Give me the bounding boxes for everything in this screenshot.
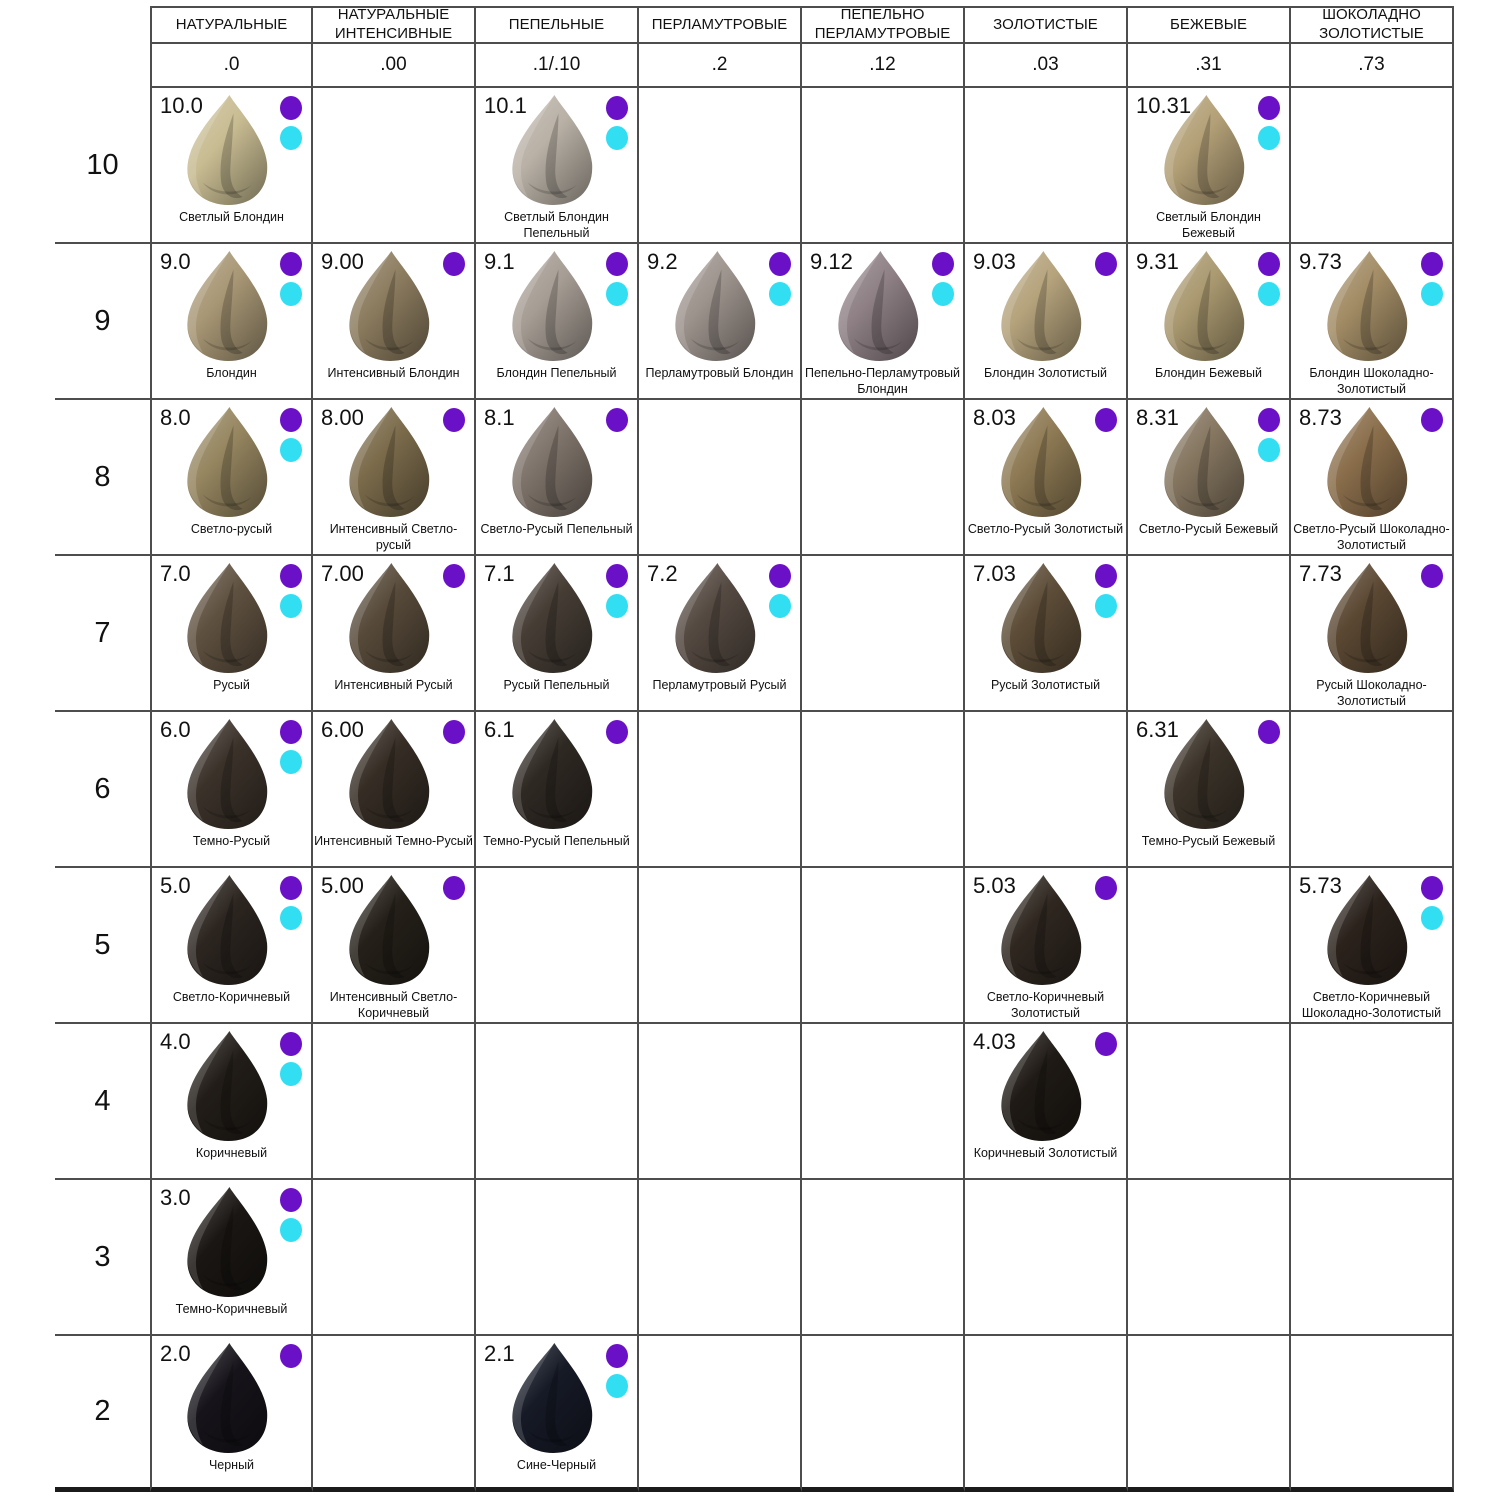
shade-cell — [313, 556, 476, 712]
purple-dot-icon — [606, 1344, 628, 1368]
shade-name: Светлый Блондин Пепельный — [504, 210, 609, 241]
column-code: .1/.10 — [476, 44, 639, 88]
purple-dot-icon — [443, 720, 465, 744]
dye-type-dots — [280, 1344, 302, 1368]
shade-name: Русый Золотистый — [990, 678, 1101, 692]
dye-type-dots — [1095, 252, 1117, 276]
shade-code: 9.12 — [810, 249, 853, 274]
shade-cell — [639, 400, 802, 556]
cyan-dot-icon — [280, 906, 302, 930]
shade-cell — [802, 88, 965, 244]
cyan-dot-icon — [932, 282, 954, 306]
purple-dot-icon — [606, 408, 628, 432]
dye-type-dots — [280, 1188, 302, 1242]
shade-cell — [1291, 556, 1454, 712]
hair-shade-chart — [55, 6, 1500, 1492]
shade-cell — [476, 868, 639, 1024]
dye-type-dots — [280, 720, 302, 774]
shade-name: Русый Пепельный — [503, 678, 610, 692]
shade-code: 10.0 — [160, 93, 203, 118]
purple-dot-icon — [443, 564, 465, 588]
shade-cell — [1291, 712, 1454, 868]
shade-code: 3.0 — [160, 1185, 191, 1210]
shade-code: 4.0 — [160, 1029, 191, 1054]
purple-dot-icon — [769, 252, 791, 276]
row-level-label: 2 — [55, 1336, 150, 1492]
shade-cell — [476, 1336, 639, 1492]
shade-cell — [1291, 88, 1454, 244]
shade-code: 2.1 — [484, 1341, 515, 1366]
shade-name: Сине-Черный — [516, 1458, 597, 1472]
shade-cell — [639, 712, 802, 868]
shade-cell — [965, 1180, 1128, 1336]
cyan-dot-icon — [769, 282, 791, 306]
purple-dot-icon — [443, 408, 465, 432]
shade-code: 4.03 — [973, 1029, 1016, 1054]
shade-cell — [802, 1180, 965, 1336]
dye-type-dots — [1421, 408, 1443, 432]
dye-type-dots — [606, 252, 628, 306]
shade-code: 6.31 — [1136, 717, 1179, 742]
shade-code: 9.1 — [484, 249, 515, 274]
shade-name: Светло-Русый Бежевый — [1138, 522, 1279, 536]
dye-type-dots — [1258, 96, 1280, 150]
shade-cell — [150, 1180, 313, 1336]
shade-cell — [150, 556, 313, 712]
shade-cell — [150, 88, 313, 244]
column-code: .31 — [1128, 44, 1291, 88]
dye-type-dots — [443, 564, 465, 588]
purple-dot-icon — [1421, 408, 1443, 432]
shade-cell — [639, 868, 802, 1024]
shade-name: Светло-Коричневый Шоколадно-Золотистый — [1301, 990, 1442, 1021]
purple-dot-icon — [1095, 1032, 1117, 1056]
shade-cell — [476, 556, 639, 712]
cyan-dot-icon — [280, 282, 302, 306]
column-header: ЗОЛОТИСТЫЕ — [965, 6, 1128, 44]
shade-cell — [802, 868, 965, 1024]
shade-code: 5.00 — [321, 873, 364, 898]
shade-cell — [965, 1024, 1128, 1180]
shade-cell — [150, 1024, 313, 1180]
cyan-dot-icon — [1421, 906, 1443, 930]
shade-cell — [965, 868, 1128, 1024]
shade-name: Коричневый — [195, 1146, 268, 1160]
purple-dot-icon — [769, 564, 791, 588]
shade-name: Темно-Коричневый — [175, 1302, 288, 1316]
column-header: ПЕПЕЛЬНО ПЕРЛАМУТРОВЫЕ — [802, 6, 965, 44]
shade-name: Темно-Русый Пепельный — [483, 834, 630, 848]
shade-name: Интенсивный Светло-Коричневый — [329, 990, 458, 1021]
purple-dot-icon — [280, 1188, 302, 1212]
shade-cell — [313, 1336, 476, 1492]
row-level-label: 5 — [55, 868, 150, 1024]
shade-name: Светло-Коричневый — [172, 990, 291, 1004]
shade-cell — [1291, 1336, 1454, 1492]
shade-cell — [1128, 1180, 1291, 1336]
column-header: ШОКОЛАДНО ЗОЛОТИСТЫЕ — [1291, 6, 1454, 44]
row-level-label: 10 — [55, 88, 150, 244]
purple-dot-icon — [1421, 876, 1443, 900]
row-level-label: 3 — [55, 1180, 150, 1336]
shade-code: 7.73 — [1299, 561, 1342, 586]
shade-name: Интенсивный Светло-русый — [329, 522, 458, 553]
dye-type-dots — [443, 252, 465, 276]
purple-dot-icon — [280, 408, 302, 432]
shade-cell — [313, 868, 476, 1024]
shade-cell — [965, 400, 1128, 556]
dye-type-dots — [606, 408, 628, 432]
shade-cell — [1128, 1336, 1291, 1492]
shade-cell — [965, 88, 1128, 244]
purple-dot-icon — [443, 876, 465, 900]
shade-cell — [150, 868, 313, 1024]
dye-type-dots — [443, 720, 465, 744]
cyan-dot-icon — [606, 282, 628, 306]
dye-type-dots — [769, 252, 791, 306]
cyan-dot-icon — [280, 1062, 302, 1086]
shade-cell — [313, 712, 476, 868]
purple-dot-icon — [932, 252, 954, 276]
cyan-dot-icon — [606, 126, 628, 150]
dye-type-dots — [932, 252, 954, 306]
cyan-dot-icon — [280, 750, 302, 774]
shade-code: 10.31 — [1136, 93, 1192, 118]
shade-cell — [476, 400, 639, 556]
shade-cell — [802, 556, 965, 712]
shade-name: Интенсивный Темно-Русый — [314, 834, 473, 848]
shade-code: 7.0 — [160, 561, 191, 586]
shade-cell — [476, 1180, 639, 1336]
column-header: НАТУРАЛЬНЫЕ — [150, 6, 313, 44]
cyan-dot-icon — [280, 438, 302, 462]
purple-dot-icon — [443, 252, 465, 276]
column-code: .73 — [1291, 44, 1454, 88]
cyan-dot-icon — [1258, 438, 1280, 462]
column-code: .0 — [150, 44, 313, 88]
shade-name: Коричневый Золотистый — [973, 1146, 1118, 1160]
purple-dot-icon — [280, 252, 302, 276]
shade-cell — [1291, 1180, 1454, 1336]
purple-dot-icon — [1095, 252, 1117, 276]
purple-dot-icon — [606, 96, 628, 120]
cyan-dot-icon — [606, 594, 628, 618]
shade-name: Интенсивный Русый — [334, 678, 453, 692]
shade-code: 9.03 — [973, 249, 1016, 274]
shade-cell — [802, 1024, 965, 1180]
cyan-dot-icon — [280, 594, 302, 618]
cyan-dot-icon — [769, 594, 791, 618]
shade-cell — [1291, 244, 1454, 400]
purple-dot-icon — [1258, 96, 1280, 120]
shade-cell — [313, 1180, 476, 1336]
purple-dot-icon — [1095, 408, 1117, 432]
dye-type-dots — [443, 876, 465, 900]
column-code: .00 — [313, 44, 476, 88]
shade-cell — [313, 400, 476, 556]
shade-cell — [1128, 88, 1291, 244]
shade-cell — [150, 244, 313, 400]
shade-name: Светло-Русый Шоколадно-Золотистый — [1293, 522, 1450, 553]
dye-type-dots — [280, 96, 302, 150]
cyan-dot-icon — [1258, 126, 1280, 150]
purple-dot-icon — [606, 564, 628, 588]
shade-code: 7.03 — [973, 561, 1016, 586]
shade-cell — [639, 244, 802, 400]
shade-code: 9.0 — [160, 249, 191, 274]
shade-code: 8.1 — [484, 405, 515, 430]
shade-code: 7.2 — [647, 561, 678, 586]
shade-name: Темно-Русый — [192, 834, 271, 848]
shade-cell — [802, 1336, 965, 1492]
shade-code: 8.0 — [160, 405, 191, 430]
shade-code: 6.0 — [160, 717, 191, 742]
purple-dot-icon — [280, 720, 302, 744]
dye-type-dots — [280, 408, 302, 462]
shade-name: Перламутровый Русый — [652, 678, 787, 692]
shade-cell — [1128, 556, 1291, 712]
shade-name: Светло-Русый Золотистый — [967, 522, 1124, 536]
shade-cell — [639, 88, 802, 244]
shade-cell — [1128, 712, 1291, 868]
purple-dot-icon — [1095, 876, 1117, 900]
shade-code: 2.0 — [160, 1341, 191, 1366]
shade-cell — [802, 400, 965, 556]
cyan-dot-icon — [606, 1374, 628, 1398]
shade-name: Русый Шоколадно-Золотистый — [1316, 678, 1427, 709]
shade-name: Русый — [213, 678, 250, 692]
shade-cell — [965, 244, 1128, 400]
shade-code: 9.73 — [1299, 249, 1342, 274]
shade-code: 9.00 — [321, 249, 364, 274]
shade-cell — [476, 712, 639, 868]
dye-type-dots — [606, 96, 628, 150]
row-level-label: 9 — [55, 244, 150, 400]
corner-spacer — [55, 44, 150, 88]
column-code: .03 — [965, 44, 1128, 88]
row-level-label: 4 — [55, 1024, 150, 1180]
shade-cell — [965, 1336, 1128, 1492]
shade-cell — [965, 712, 1128, 868]
shade-cell — [476, 1024, 639, 1180]
purple-dot-icon — [606, 720, 628, 744]
shade-code: 8.31 — [1136, 405, 1179, 430]
cyan-dot-icon — [1258, 282, 1280, 306]
shade-cell — [313, 1024, 476, 1180]
dye-type-dots — [1421, 564, 1443, 588]
shade-cell — [802, 244, 965, 400]
cyan-dot-icon — [280, 1218, 302, 1242]
shade-name: Светло-Коричневый Золотистый — [986, 990, 1105, 1021]
dye-type-dots — [606, 564, 628, 618]
shade-cell — [150, 1336, 313, 1492]
dye-type-dots — [280, 564, 302, 618]
column-header: БЕЖЕВЫЕ — [1128, 6, 1291, 44]
purple-dot-icon — [1095, 564, 1117, 588]
shade-name: Темно-Русый Бежевый — [1141, 834, 1276, 848]
dye-type-dots — [1258, 720, 1280, 744]
shade-cell — [1291, 1024, 1454, 1180]
purple-dot-icon — [606, 252, 628, 276]
row-level-label: 7 — [55, 556, 150, 712]
shade-code: 6.1 — [484, 717, 515, 742]
shade-cell — [639, 1024, 802, 1180]
shade-code: 8.03 — [973, 405, 1016, 430]
shade-cell — [1128, 244, 1291, 400]
dye-type-dots — [1421, 876, 1443, 930]
shade-name: Пепельно-Перламутровый Блондин — [805, 366, 960, 397]
dye-type-dots — [280, 252, 302, 306]
shade-name: Светло-Русый Пепельный — [480, 522, 633, 536]
purple-dot-icon — [1258, 252, 1280, 276]
purple-dot-icon — [1258, 408, 1280, 432]
dye-type-dots — [1421, 252, 1443, 306]
corner-spacer — [55, 6, 150, 44]
purple-dot-icon — [280, 1032, 302, 1056]
dye-type-dots — [1258, 252, 1280, 306]
cyan-dot-icon — [1421, 282, 1443, 306]
cyan-dot-icon — [1095, 594, 1117, 618]
shade-code: 8.00 — [321, 405, 364, 430]
shade-cell — [476, 244, 639, 400]
shade-name: Светло-русый — [190, 522, 273, 536]
dye-type-dots — [1095, 564, 1117, 618]
shade-cell — [313, 244, 476, 400]
purple-dot-icon — [280, 876, 302, 900]
shade-cell — [313, 88, 476, 244]
dye-type-dots — [280, 876, 302, 930]
dye-type-dots — [606, 1344, 628, 1398]
column-header: ПЕПЕЛЬНЫЕ — [476, 6, 639, 44]
shade-name: Блондин Золотистый — [984, 366, 1107, 380]
shade-code: 5.0 — [160, 873, 191, 898]
row-level-label: 8 — [55, 400, 150, 556]
shade-cell — [639, 556, 802, 712]
row-level-label: 6 — [55, 712, 150, 868]
shade-name: Блондин Бежевый — [1155, 366, 1262, 380]
shade-cell — [802, 712, 965, 868]
shade-cell — [639, 1336, 802, 1492]
purple-dot-icon — [280, 564, 302, 588]
shade-cell — [1128, 868, 1291, 1024]
shade-name: Черный — [208, 1458, 255, 1472]
shade-cell — [965, 556, 1128, 712]
purple-dot-icon — [1421, 564, 1443, 588]
cyan-dot-icon — [280, 126, 302, 150]
column-header: НАТУРАЛЬНЫЕ ИНТЕНСИВНЫЕ — [313, 6, 476, 44]
dye-type-dots — [1258, 408, 1280, 462]
shade-cell — [1291, 400, 1454, 556]
shade-name: Блондин — [206, 366, 257, 380]
shade-cell — [1128, 1024, 1291, 1180]
shade-code: 10.1 — [484, 93, 527, 118]
column-code: .12 — [802, 44, 965, 88]
shade-code: 7.00 — [321, 561, 364, 586]
shade-name: Интенсивный Блондин — [327, 366, 460, 380]
shade-code: 8.73 — [1299, 405, 1342, 430]
dye-type-dots — [443, 408, 465, 432]
shade-cell — [150, 712, 313, 868]
column-header: ПЕРЛАМУТРОВЫЕ — [639, 6, 802, 44]
dye-type-dots — [280, 1032, 302, 1086]
purple-dot-icon — [280, 1344, 302, 1368]
shade-name: Светлый Блондин Бежевый — [1156, 210, 1261, 241]
shade-cell — [639, 1180, 802, 1336]
shade-code: 5.03 — [973, 873, 1016, 898]
purple-dot-icon — [1421, 252, 1443, 276]
shade-name: Блондин Пепельный — [496, 366, 617, 380]
shade-name: Перламутровый Блондин — [645, 366, 794, 380]
dye-type-dots — [1095, 408, 1117, 432]
dye-type-dots — [1095, 1032, 1117, 1056]
shade-code: 9.2 — [647, 249, 678, 274]
shade-name: Светлый Блондин — [179, 210, 284, 224]
shade-code: 7.1 — [484, 561, 515, 586]
shade-cell — [476, 88, 639, 244]
shade-code: 6.00 — [321, 717, 364, 742]
shade-cell — [1291, 868, 1454, 1024]
purple-dot-icon — [280, 96, 302, 120]
dye-type-dots — [769, 564, 791, 618]
shade-table — [55, 6, 1500, 1492]
column-code: .2 — [639, 44, 802, 88]
shade-cell — [150, 400, 313, 556]
purple-dot-icon — [1258, 720, 1280, 744]
shade-code: 9.31 — [1136, 249, 1179, 274]
shade-name: Блондин Шоколадно-Золотистый — [1309, 366, 1434, 397]
dye-type-dots — [606, 720, 628, 744]
dye-type-dots — [1095, 876, 1117, 900]
shade-cell — [1128, 400, 1291, 556]
shade-code: 5.73 — [1299, 873, 1342, 898]
